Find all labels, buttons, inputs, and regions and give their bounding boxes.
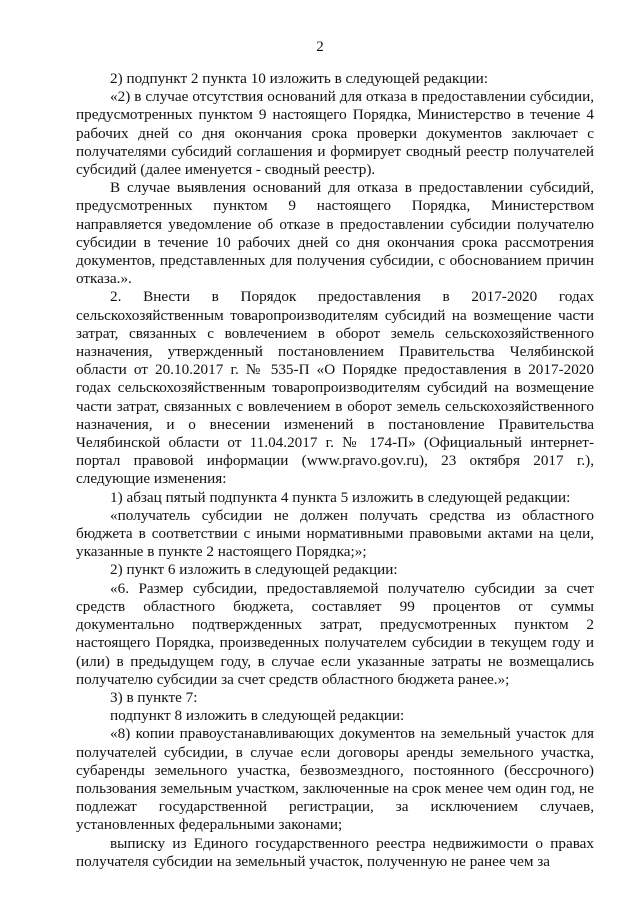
paragraph: подпункт 8 изложить в следующей редакции: [110, 707, 405, 725]
paragraph: «получатель субсидии не должен получать средства из областного бюджета в соответствии с иными нормативными правовыми актами на цели, указанные в пункте 2 настоящего Порядка;»; [76, 506, 594, 561]
paragraph: 2) пункт 6 изложить в следующей редакции: [110, 561, 398, 579]
paragraph: «6. Размер субсидии, предоставляемой получателю субсидии за счет средств областного бюджета, составляет 99 процентов от суммы документально подтвержденных затрат, предусмотренных пунктом 2 настоящего Порядка, произведенных получателем субсидии в текущем году и (или) в предыдущем году, в случае если указанные затраты не возмещались получателю субсидии за счет средств областного бюджета ранее.»; [76, 579, 594, 688]
paragraph: 3) в пункте 7: [110, 688, 198, 706]
paragraph: «8) копии правоустанавливающих документов на земельный участок для получателей субсидии, в случае если договоры аренды земельного участка, субаренды земельного участка, безвозмездного, постоянного (бессрочного) пользования земельным участком, заключенные на срок менее чем один год, не подлежат государственной регистрации, за исключением случаев, установленных федеральными законами; [76, 725, 594, 834]
paragraph: 2. Внести в Порядок предоставления в 2017-2020 годах сельскохозяйственным товаропроизводителям субсидий на возмещение части затрат, связанных с вовлечением в оборот земель сельскохозяйственного назначения, утвержденный постановлением Правительства Челябинской области от 20.10.2017 г. № 535-П «О Порядке предоставления в 2017-2020 годах сельскохозяйственным товаропроизводителям субсидий на возмещение части затрат, связанных с вовлечением в оборот земель сельскохозяйственного назначения, и о внесении изменений в постановление Правительства Челябинской области от 11.04.2017 г. № 174-П» (Официальный интернет-портал правовой информации (www.pravo.gov.ru), 23 октября 2017 г.), следующие изменения: [76, 288, 594, 488]
paragraph: В случае выявления оснований для отказа в предоставлении субсидий, предусмотренных пунктом 9 настоящего Порядка, Министерством направляется уведомление об отказе в предоставлении субсидии получателю субсидии в течение 10 рабочих дней со дня окончания срока рассмотрения документов, представленных для получения субсидии, с обоснованием причин отказа.». [76, 179, 594, 288]
paragraph: выписку из Единого государственного реестра недвижимости о правах получателя субсидии на земельный участок, полученную не ранее чем за [76, 834, 594, 870]
paragraph: 1) абзац пятый подпункта 4 пункта 5 изложить в следующей редакции: [110, 488, 571, 506]
paragraph: 2) подпункт 2 пункта 10 изложить в следующей редакции: [110, 70, 489, 87]
page-number: 2 [316, 39, 324, 55]
paragraph: «2) в случае отсутствия оснований для отказа в предоставлении субсидии, предусмотренных пунктом 9 настоящего Порядка, Министерство в течение 4 рабочих дней со дня окончания срока проверки документов заключает с получателями субсидий соглашения и формирует сводный реестр получателей субсидий (далее именуется - сводный реестр). [76, 88, 594, 179]
document-body [76, 70, 594, 871]
